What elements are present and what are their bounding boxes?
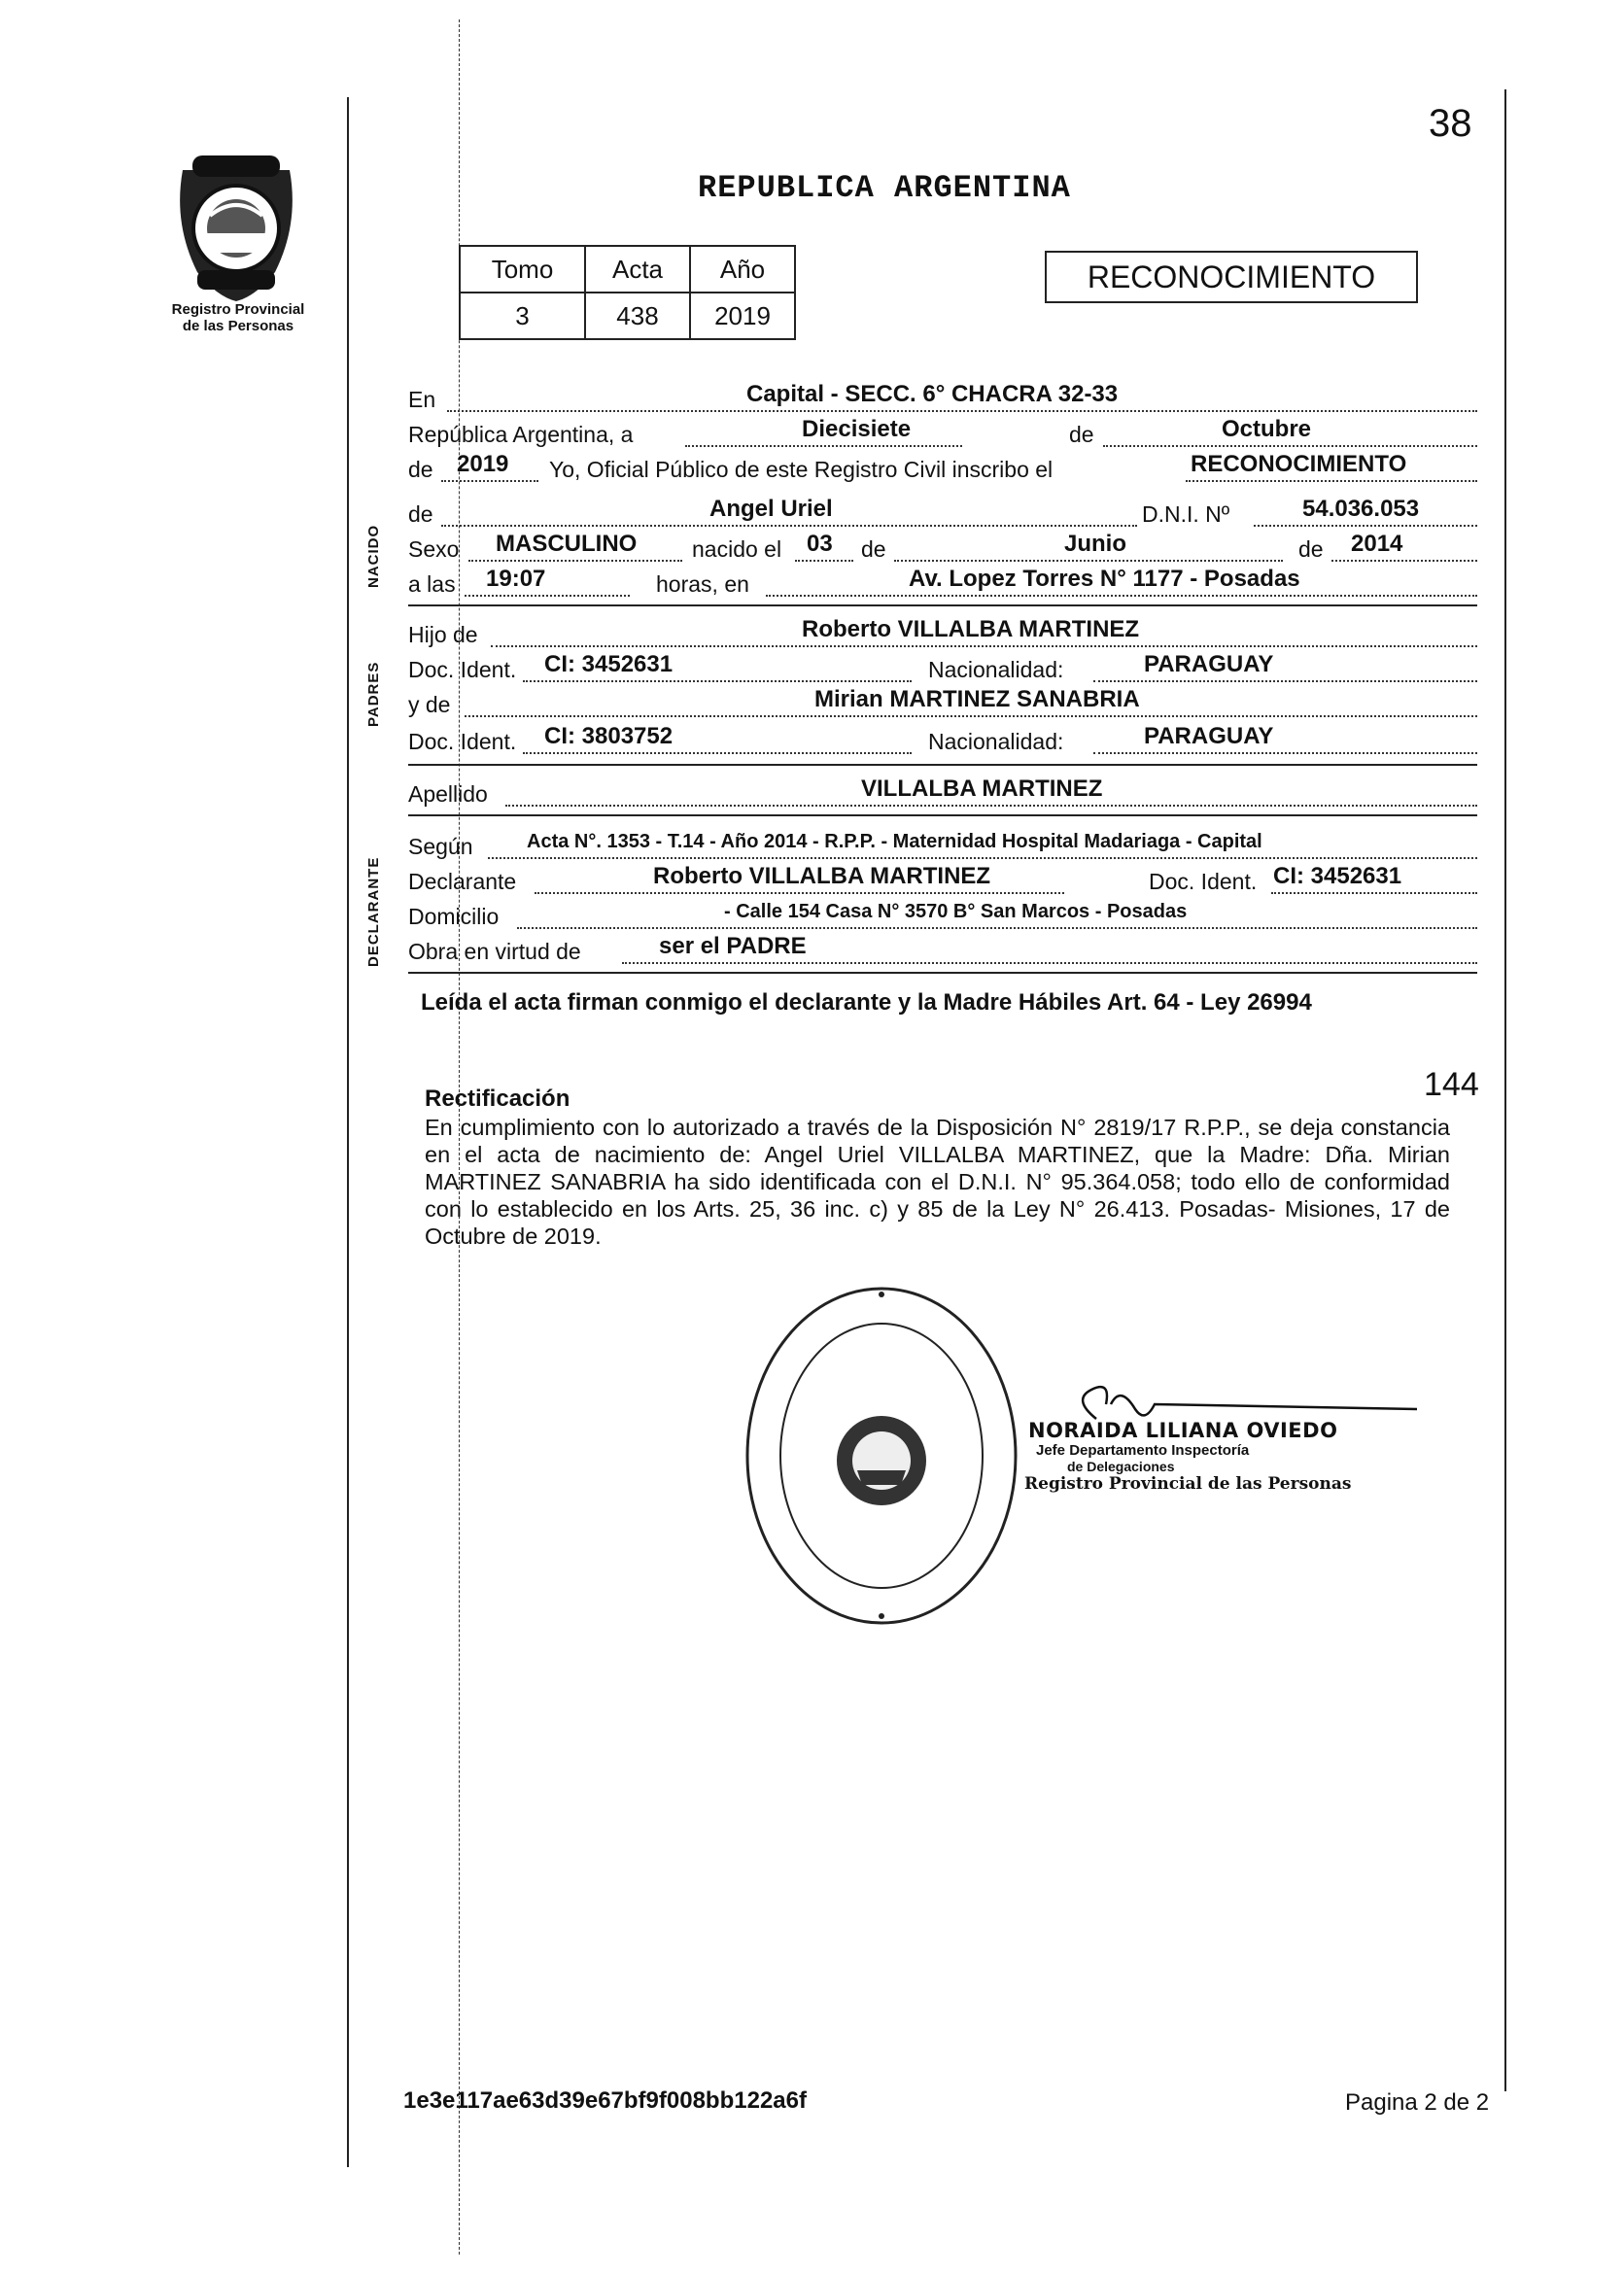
reading-note: Leída el acta firman conmigo el declarante y la Madre Hábiles Art. 64 - Ley 26994 xyxy=(421,989,1312,1016)
row-nombre xyxy=(408,496,1477,529)
side-label-padres: PADRES xyxy=(365,661,382,727)
ref-header-anio: Año xyxy=(690,246,795,293)
value-dia: Diecisiete xyxy=(802,416,912,442)
row-lugar xyxy=(408,381,1477,414)
row-anio xyxy=(408,451,1477,484)
divider-nacido xyxy=(408,604,1477,606)
label-obra: Obra en virtud de xyxy=(408,939,581,964)
value-nac-dia: 03 xyxy=(807,531,833,557)
rectificacion-text: En cumplimiento con lo autorizado a través de la Disposición N° 2819/17 R.P.P., se deja constancia en el acta de nacimiento de: Angel Uriel VILLALBA MARTINEZ, que la Madre: Dña. Mirian MARTINEZ SANABRIA ha sido identificada con el D.N.I. N° 95.364.058; todo ello de conformidad con lo establecido en los Arts. 25, 36 inc. c) y 85 de la Ley N° 26.413. Posadas- Misiones, 17 de Octubre de 2019. xyxy=(425,1115,1450,1249)
signatory-office: Registro Provincial de las Personas xyxy=(1024,1474,1352,1494)
label-segun: Según xyxy=(408,834,473,859)
value-apellido: VILLALBA MARTINEZ xyxy=(861,776,1103,802)
logo-caption-line1: Registro Provincial xyxy=(171,301,305,318)
row-fecha xyxy=(408,416,1477,449)
side-label-declarante: DECLARANTE xyxy=(365,856,382,967)
logo-caption xyxy=(146,301,330,334)
value-sexo: MASCULINO xyxy=(496,531,638,557)
value-nac-mes: Junio xyxy=(1064,531,1126,557)
row-declarante xyxy=(408,863,1477,896)
value-madre-nac: PARAGUAY xyxy=(1144,723,1274,749)
label-doc-ident-madre: Doc. Ident. xyxy=(408,729,517,754)
side-label-nacido: NACIDO xyxy=(365,524,382,588)
label-nacionalidad-padre: Nacionalidad: xyxy=(928,657,1064,682)
value-dni: 54.036.053 xyxy=(1302,496,1420,522)
ref-value-acta: 438 xyxy=(585,293,690,339)
value-obra: ser el PADRE xyxy=(659,933,807,959)
label-domicilio: Domicilio xyxy=(408,904,500,929)
act-type-box: RECONOCIMIENTO xyxy=(1045,251,1418,303)
value-direccion: Av. Lopez Torres N° 1177 - Posadas xyxy=(909,566,1300,592)
ref-header-acta: Acta xyxy=(585,246,690,293)
label-a-las: a las xyxy=(408,571,456,597)
value-lugar: Capital - SECC. 6° CHACRA 32-33 xyxy=(746,381,1119,407)
row-apellido xyxy=(408,776,1477,809)
value-declarante: Roberto VILLALBA MARTINEZ xyxy=(653,863,991,889)
row-madre-doc xyxy=(408,723,1477,756)
label-y-de: y de xyxy=(408,692,451,717)
value-madre: Mirian MARTINEZ SANABRIA xyxy=(814,686,1140,712)
rectificacion-title: Rectificación xyxy=(425,1086,570,1112)
page-number: 38 xyxy=(1429,102,1472,145)
label-nacido-el: nacido el xyxy=(692,536,782,562)
ref-value-anio: 2019 xyxy=(690,293,795,339)
label-de-anio: de xyxy=(1298,536,1324,562)
logo-caption-line2: de las Personas xyxy=(182,318,294,334)
reference-table xyxy=(459,245,796,340)
label-sexo: Sexo xyxy=(408,536,460,562)
label-doc-ident-padre: Doc. Ident. xyxy=(408,657,517,682)
row-padre xyxy=(408,616,1477,649)
value-anio: 2019 xyxy=(457,451,509,477)
signatory-department: de Delegaciones xyxy=(1067,1459,1175,1474)
value-tipo: RECONOCIMIENTO xyxy=(1191,451,1407,477)
row-hora xyxy=(408,566,1477,599)
rectificacion-number: 144 xyxy=(1424,1066,1479,1103)
label-de-mes: de xyxy=(861,536,886,562)
row-sexo xyxy=(408,531,1477,564)
page-indicator: Pagina 2 de 2 xyxy=(1345,2089,1490,2116)
label-doc-ident-declarante: Doc. Ident. xyxy=(1149,869,1258,894)
value-nombre: Angel Uriel xyxy=(709,496,833,522)
country-title: REPUBLICA ARGENTINA xyxy=(698,170,1071,206)
signatory-name: NORAIDA LILIANA OVIEDO xyxy=(1028,1419,1338,1442)
value-padre-nac: PARAGUAY xyxy=(1144,651,1274,677)
province-coat-of-arms-logo xyxy=(163,146,309,311)
value-declarante-doc: CI: 3452631 xyxy=(1273,863,1402,889)
value-segun: Acta N°. 1353 - T.14 - Año 2014 - R.P.P. - Maternidad Hospital Madariaga - Capital xyxy=(527,831,1262,852)
divider-declarante xyxy=(408,972,1477,974)
label-de-name: de xyxy=(408,501,433,527)
label-yo: Yo, Oficial Público de este Registro Civil inscribo el xyxy=(549,457,1054,482)
label-declarante: Declarante xyxy=(408,869,517,894)
value-mes: Octubre xyxy=(1222,416,1312,442)
ref-value-tomo: 3 xyxy=(460,293,585,339)
official-stamp xyxy=(741,1281,1022,1631)
value-padre-doc: CI: 3452631 xyxy=(544,651,674,677)
left-margin-line xyxy=(347,97,349,2167)
ref-header-tomo: Tomo xyxy=(460,246,585,293)
label-nacionalidad-madre: Nacionalidad: xyxy=(928,729,1064,754)
row-domicilio xyxy=(408,898,1477,931)
label-en: En xyxy=(408,387,436,412)
label-hijo-de: Hijo de xyxy=(408,622,478,647)
signature-block xyxy=(1024,1419,1417,1494)
label-horas-en: horas, en xyxy=(656,571,749,597)
label-de: de xyxy=(1069,422,1094,447)
row-obra xyxy=(408,933,1477,966)
value-nac-anio: 2014 xyxy=(1351,531,1403,557)
label-dni: D.N.I. Nº xyxy=(1142,501,1230,527)
row-madre xyxy=(408,686,1477,719)
divider-apellido xyxy=(408,814,1477,816)
divider-padres xyxy=(408,764,1477,766)
value-domicilio: - Calle 154 Casa N° 3570 B° San Marcos - Posadas xyxy=(724,901,1188,922)
value-madre-doc: CI: 3803752 xyxy=(544,723,674,749)
label-apellido: Apellido xyxy=(408,781,488,807)
row-segun xyxy=(408,828,1477,861)
signatory-title: Jefe Departamento Inspectoría xyxy=(1036,1442,1250,1459)
label-republica: República Argentina, a xyxy=(408,422,634,447)
value-padre: Roberto VILLALBA MARTINEZ xyxy=(802,616,1140,642)
label-de-year: de xyxy=(408,457,433,482)
document-hash: 1e3e117ae63d39e67bf9f008bb122a6f xyxy=(403,2087,807,2114)
right-margin-line xyxy=(1504,89,1506,2091)
row-padre-doc xyxy=(408,651,1477,684)
value-hora: 19:07 xyxy=(486,566,546,592)
